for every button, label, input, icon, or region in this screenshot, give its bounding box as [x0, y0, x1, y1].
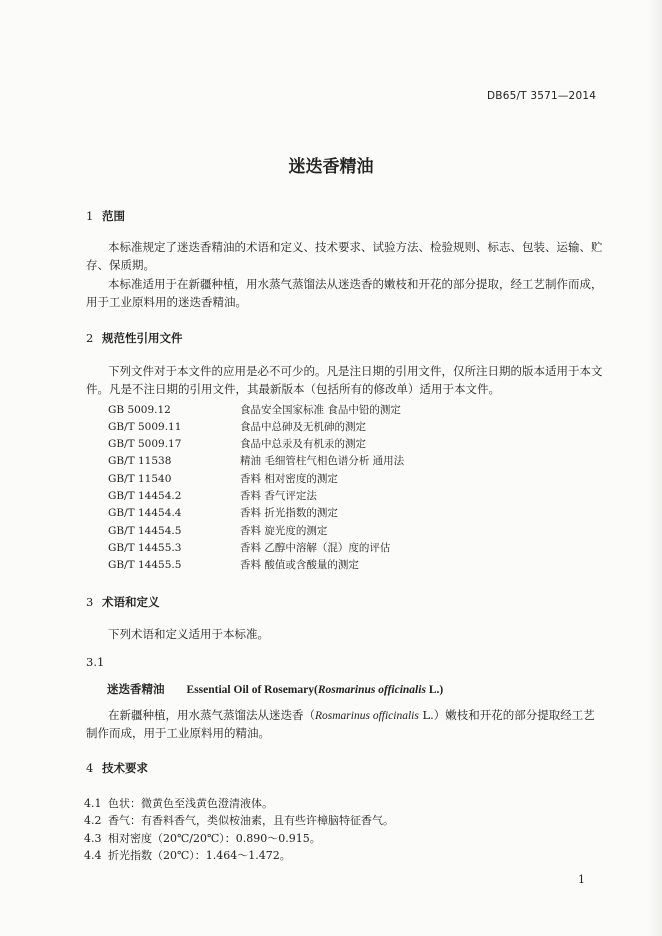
term-latin-name: Rosmarinus officinalis: [317, 684, 426, 696]
reference-title: 香料 酸值或含酸量的测定: [240, 559, 359, 571]
reference-row: [108, 488, 317, 503]
section-1-heading: [86, 208, 125, 224]
reference-title: 香料 相对密度的测定: [240, 473, 338, 485]
section-number: 2: [86, 331, 94, 345]
reference-row: [108, 402, 401, 417]
term-chinese: 迷迭香精油: [107, 682, 165, 696]
term-entry: [107, 681, 443, 697]
reference-row: [108, 436, 366, 451]
reference-title: 香料 旋光度的测定: [240, 525, 328, 537]
reference-title: 食品中总砷及无机砷的测定: [240, 421, 366, 433]
section-title: 术语和定义: [102, 595, 160, 609]
term-english-prefix: Essential Oil of Rosemary(: [186, 684, 318, 696]
section-title: 技术要求: [102, 761, 148, 775]
requirement-number: 4.4: [84, 849, 102, 862]
page-title: 迷迭香精油: [288, 157, 374, 177]
section-3-heading: [86, 594, 160, 610]
reference-code: GB/T 14455.5: [108, 559, 182, 571]
reference-row: [108, 471, 338, 486]
requirement-number: 4.1: [84, 797, 102, 810]
section-number: 4: [86, 761, 94, 775]
requirement-text: 折光指数（20℃）：1.464～1.472。: [108, 849, 291, 862]
section-number: 1: [86, 209, 94, 223]
paragraph-line: 件。凡是不注日期的引用文件，其最新版本（包括所有的修改单）适用于本文件。: [86, 382, 500, 396]
reference-code: GB/T 5009.17: [108, 438, 182, 450]
section-title: 范围: [102, 209, 125, 223]
reference-code: GB/T 14454.5: [108, 525, 182, 537]
reference-code: GB/T 14455.3: [108, 542, 182, 554]
reference-title: 食品中总汞及有机汞的测定: [240, 438, 366, 450]
paragraph-line: 存、保质期。: [86, 258, 155, 272]
paragraph-line: 本标准规定了迷迭香精油的术语和定义、技术要求、试验方法、检验规则、标志、包装、运输、贮: [108, 240, 603, 254]
reference-code: GB/T 14454.2: [108, 490, 182, 502]
definition-text: L.）嫩枝和开花的部分提取经工艺: [418, 708, 595, 722]
requirement-text: 相对密度（20℃/20℃）：0.890～0.915。: [108, 832, 321, 845]
paragraph-line: 本标准适用于在新疆种植，用水蒸气蒸馏法从迷迭香的嫩枝和开花的部分提取，经工艺制作而成，: [108, 277, 603, 291]
requirement-number: 4.2: [84, 814, 102, 827]
section-2-heading: [86, 330, 183, 346]
page-number: 1: [578, 873, 585, 886]
section-title: 规范性引用文件: [102, 331, 183, 345]
requirement-item: [84, 830, 321, 846]
definition-text: 在新疆种植，用水蒸气蒸馏法从迷迭香（: [108, 708, 315, 722]
definition-latin-name: Rosmarinus officinalis: [315, 710, 419, 722]
reference-row: [108, 419, 366, 434]
reference-row: [108, 523, 327, 538]
reference-code: GB/T 14454.4: [108, 507, 182, 519]
scan-shadow: [648, 0, 662, 936]
reference-title: 香料 乙醇中溶解（混）度的评估: [240, 542, 391, 554]
reference-code: GB/T 11540: [108, 473, 172, 485]
paragraph-line: 用于工业原料用的迷迭香精油。: [86, 295, 247, 309]
requirement-text: 香气：有香料香气，类似桉油素，且有些许樟脑特征香气。: [108, 814, 394, 827]
section-4-heading: [86, 760, 148, 776]
document-code: DB65/T 3571—2014: [487, 90, 597, 102]
requirement-text: 色状：微黄色至浅黄色澄清液体。: [108, 797, 273, 810]
reference-title: 香料 折光指数的测定: [240, 507, 338, 519]
requirement-item: [84, 812, 394, 828]
reference-code: GB/T 11538: [108, 455, 172, 467]
subsection-number: 3.1: [86, 655, 105, 669]
term-english: [187, 684, 444, 696]
requirement-item: [84, 795, 273, 811]
section-number: 3: [86, 595, 94, 609]
reference-row: [108, 505, 338, 520]
reference-title: 香料 香气评定法: [240, 490, 317, 502]
reference-code: GB 5009.12: [108, 404, 171, 416]
definition-line: [108, 707, 595, 725]
requirement-number: 4.3: [84, 832, 102, 845]
reference-title: 食品安全国家标准 食品中铅的测定: [240, 404, 401, 416]
requirement-item: [84, 847, 291, 863]
paragraph-line: 下列文件对于本文件的应用是必不可少的。凡是注日期的引用文件，仅所注日期的版本适用于本文: [108, 364, 603, 378]
definition-line: 制作而成，用于工业原料用的精油。: [86, 726, 270, 740]
term-english-suffix: L.): [425, 684, 444, 696]
reference-row: [108, 540, 390, 555]
reference-code: GB/T 5009.11: [108, 421, 182, 433]
reference-row: [108, 453, 404, 468]
reference-title: 精油 毛细管柱气相色谱分析 通用法: [240, 455, 405, 467]
paragraph-line: 下列术语和定义适用于本标准。: [108, 627, 269, 641]
reference-row: [108, 557, 359, 572]
